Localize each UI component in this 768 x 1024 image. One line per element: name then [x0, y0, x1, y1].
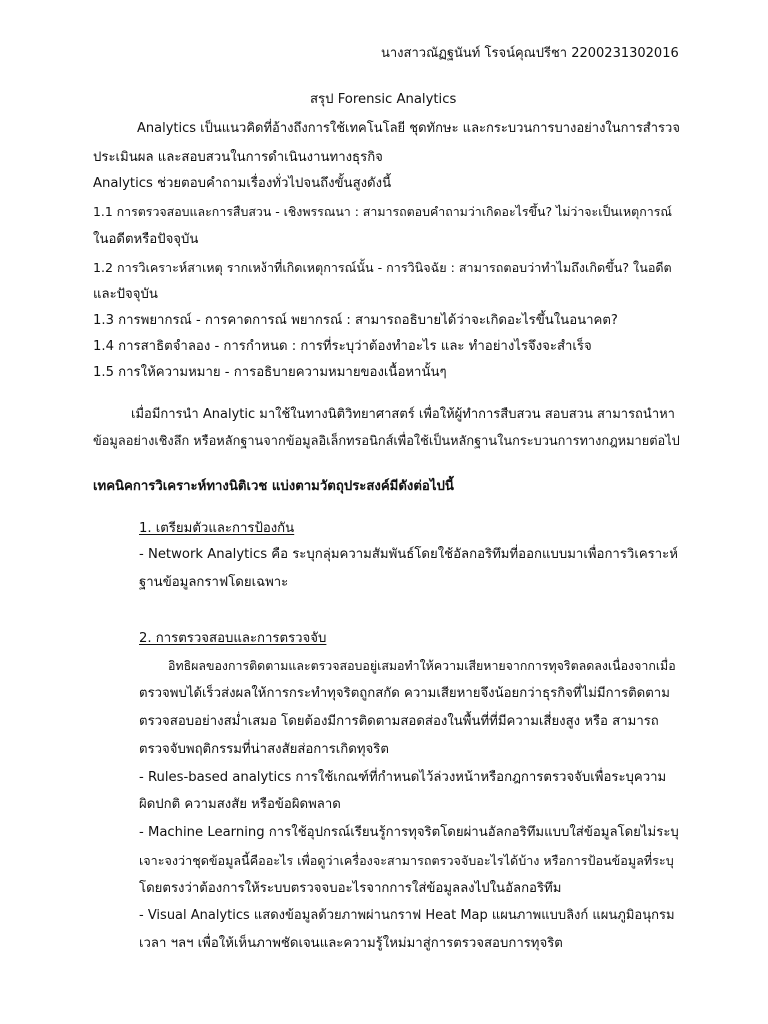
- document-title: สรุป Forensic Analytics: [310, 92, 457, 107]
- section-2-heading: 2. การตรวจสอบและการตรวจจับ: [139, 631, 327, 646]
- visual-analytics-line: - Visual Analytics แสดงข้อมูลด้วยภาพผ่านกราฟ Heat Map แผนภาพแบบลิงก์ แผนภูมิอนุกรม: [139, 908, 675, 923]
- machine-learning-line-cont: โดยตรงว่าต้องการให้ระบบตรวจจบอะไรจากการใส่ข้อมูลลงไปในอัลกอริทึม: [139, 881, 562, 896]
- list-item-1-2: 1.2 การวิเคราะห์สาเหตุ รากเหง้าที่เกิดเหตุการณ์นั้น - การวินิจฉัย : สามารถตอบว่าทำไมถึงเกิดขึ้น? ในอดีต: [93, 260, 672, 275]
- section-1-heading: 1. เตรียมตัวและการป้องกัน: [139, 521, 295, 536]
- rules-based-line-cont: ผิดปกติ ความสงสัย หรือข้อผิดพลาด: [139, 797, 341, 812]
- network-analytics-line-cont: ฐานข้อมูลกราฟโดยเฉพาะ: [139, 575, 289, 590]
- intro-paragraph-line: ประเมินผล และสอบสวนในการดำเนินงานทางธุรกิจ: [93, 150, 383, 165]
- intro-question-line: Analytics ช่วยตอบคำถามเรื่องทั่วไปจนถึงขั้นสูงดังนี้: [93, 176, 392, 191]
- list-item-1-3: 1.3 การพยากรณ์ - การคาดการณ์ พยากรณ์ : สามารถอธิบายได้ว่าจะเกิดอะไรขึ้นในอนาคต?: [93, 313, 618, 328]
- list-item-1-1-cont: ในอดีตหรือปัจจุบัน: [93, 232, 199, 247]
- section-2-paragraph-line: ตรวจจับพฤติกรรมที่น่าสงสัยส่อการเกิดทุจริต: [139, 742, 389, 757]
- author-line: นางสาวณัฏฐนันท์ โรจน์คุณปรีชา 2200231302016: [381, 46, 679, 61]
- machine-learning-line-cont: เจาะจงว่าชุดข้อมูลนี้คืออะไร เพื่อดูว่าเครื่องจะสามารถตรวจจับอะไรได้บ้าง หรือการป้อนข้อมูลที่ระบุ: [139, 853, 674, 868]
- list-item-1-1: 1.1 การตรวจสอบและการสืบสวน - เชิงพรรณนา : สามารถตอบคำถามว่าเกิดอะไรขึ้น? ไม่ว่าจะเป็นเหตุการณ์: [93, 204, 672, 219]
- analytic-paragraph-line: เมื่อมีการนำ Analytic มาใช้ในทางนิติวิทยาศาสตร์ เพื่อให้ผู้ทำการสืบสวน สอบสวน สามารถนำหา: [131, 407, 675, 422]
- network-analytics-line: - Network Analytics คือ ระบุกลุ่มความสัมพันธ์โดยใช้อัลกอริทึมที่ออกแบบมาเพื่อการวิเคราะห์: [139, 547, 678, 562]
- list-item-1-5: 1.5 การให้ความหมาย - การอธิบายความหมายของเนื้อหานั้นๆ: [93, 365, 447, 380]
- section-2-paragraph-line: อิทธิผลของการติดตามและตรวจสอบอยู่เสมอทำให้ความเสียหายจากการทุจริตลดลงเนื่องจากเมื่อ: [168, 658, 676, 673]
- section-2-paragraph-line: ตรวจสอบอย่างสม่ำเสมอ โดยต้องมีการติดตามสอดส่องในพื้นที่ที่มีความเสี่ยงสูง หรือ สามารถ: [139, 714, 659, 729]
- section-2-paragraph-line: ตรวจพบได้เร็วส่งผลให้การกระทำทุจริตถูกสกัด ความเสียหายจึงน้อยกว่าธุรกิจที่ไม่มีการติดตาม: [139, 686, 670, 701]
- rules-based-line: - Rules-based analytics การใช้เกณฑ์ที่กำหนดไว้ล่วงหน้าหรือกฎการตรวจจับเพื่อระบุความ: [139, 770, 667, 785]
- section-heading: เทคนิคการวิเคราะห์ทางนิติเวช แบ่งตามวัตถุประสงค์มีดังต่อไปนี้: [93, 479, 454, 494]
- visual-analytics-line-cont: เวลา ฯลฯ เพื่อให้เห็นภาพชัดเจนและความรู้ใหม่มาสู่การตรวจสอบการทุจริต: [139, 936, 563, 951]
- intro-paragraph-line: Analytics เป็นแนวคิดที่อ้างถึงการใช้เทคโนโลยี ชุดทักษะ และกระบวนการบางอย่างในการสำรวจ: [137, 121, 680, 136]
- list-item-1-4: 1.4 การสาธิตจำลอง - การกำหนด : การที่ระบุว่าต้องทำอะไร และ ทำอย่างไรจึงจะสำเร็จ: [93, 339, 592, 354]
- machine-learning-line: - Machine Learning การใช้อุปกรณ์เรียนรู้การทุจริตโดยผ่านอัลกอริทึมแบบใส่ข้อมูลโดยไม่ระบุ: [139, 825, 679, 840]
- list-item-1-2-cont: และปัจจุบัน: [93, 287, 158, 302]
- analytic-paragraph-line: ข้อมูลอย่างเชิงลึก หรือหลักฐานจากข้อมูลอิเล็กทรอนิกส์เพื่อใช้เป็นหลักฐานในกระบวนการทางกฎหมายต่อไป: [93, 434, 680, 449]
